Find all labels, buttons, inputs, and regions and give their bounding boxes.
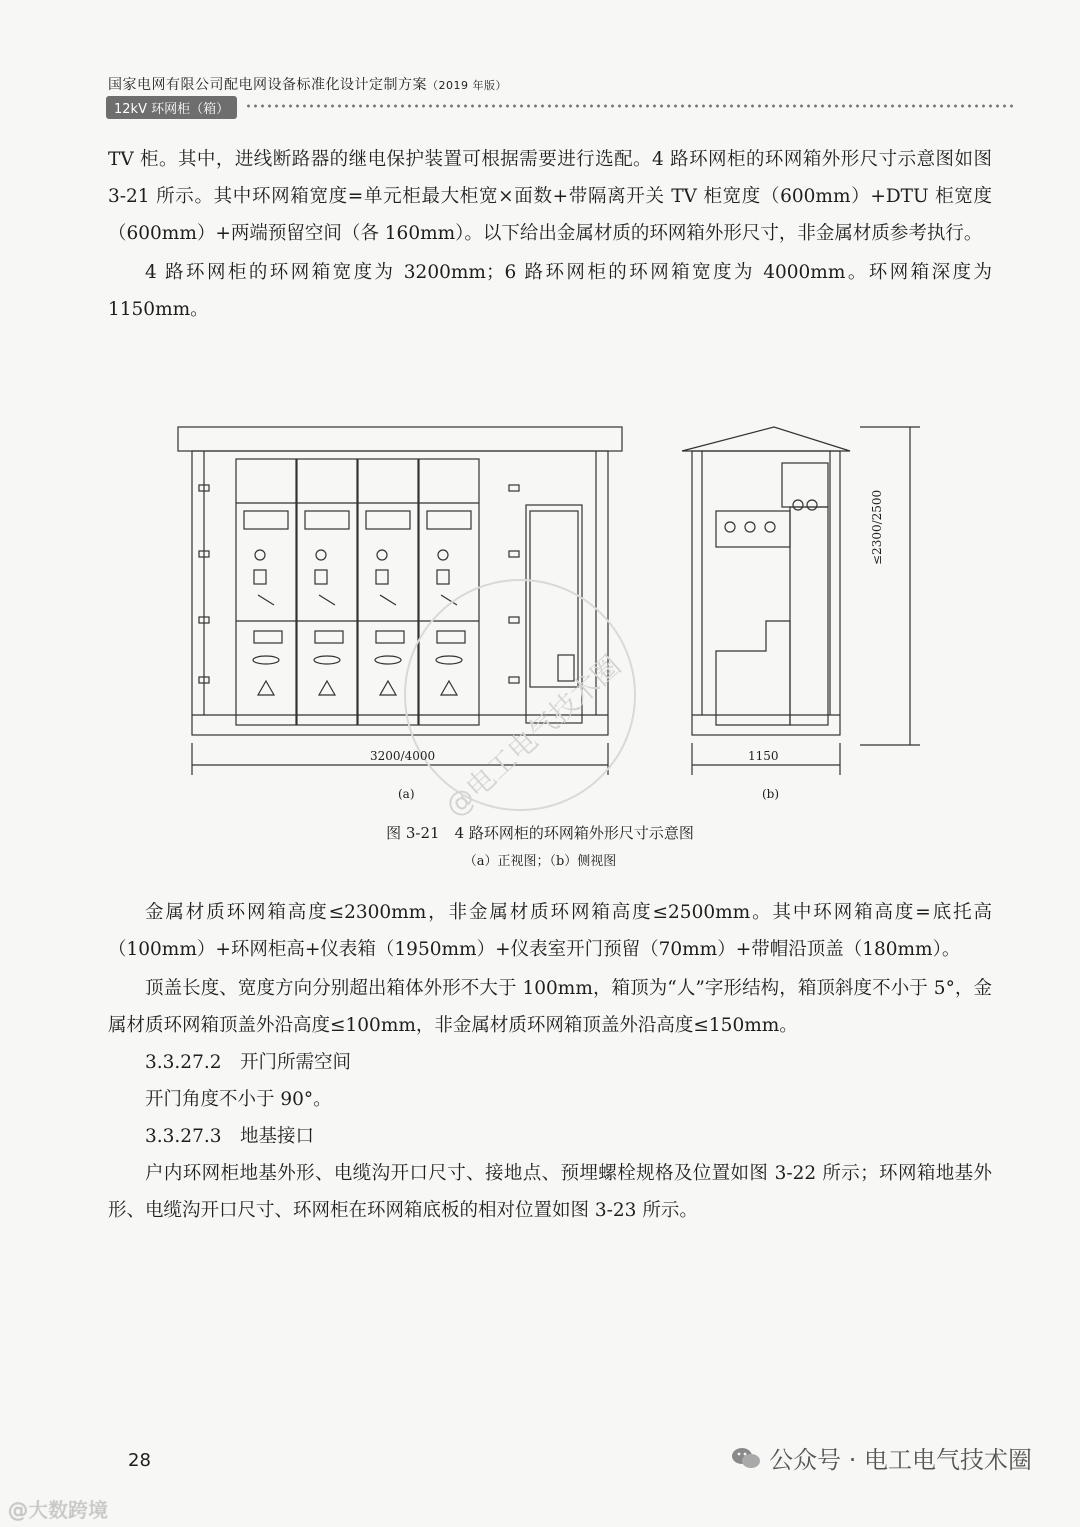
public-account-text: 公众号 · 电工电气技术圈: [769, 1446, 1032, 1474]
paragraph-4: 顶盖长度、宽度方向分别超出箱体外形不大于 100mm，箱顶为“人”字形结构，箱顶斜度不小于 5°，金属材质环网箱顶盖外沿高度≤100mm，非金属材质环网箱顶盖外沿高度≤150mm。: [108, 978, 992, 1036]
side-body: [692, 451, 840, 735]
dim-height: ≤2300/2500: [870, 489, 884, 565]
front-roof: [178, 427, 622, 451]
label-b: (b): [762, 787, 780, 801]
paragraph-2: 4 路环网柜的环网箱宽度为 3200mm；6 路环网柜的环网箱宽度为 4000mm。环网箱深度为 1150mm。: [108, 262, 992, 320]
public-account-watermark: [731, 1440, 1032, 1475]
figure-watermark-text: @电工电气技术圈: [438, 648, 628, 824]
figure-subcaption: （a）正视图；（b）侧视图: [463, 854, 617, 869]
paragraph-5: 开门角度不小于 90°。: [145, 1089, 332, 1110]
heading-3-3-27-3: 3.3.27.3 地基接口: [145, 1126, 314, 1147]
paragraph-3: 金属材质环网箱高度≤2300mm，非金属材质环网箱高度≤2500mm。其中环网箱高度=底托高（100mm）+环网柜高+仪表箱（1950mm）+仪表室开门预留（70mm）+带帽沿顶盖（180mm）。: [108, 902, 992, 960]
paragraph-6: 户内环网柜地基外形、电缆沟开口尺寸、接地点、预埋螺栓规格及位置如图 3-22 所示；环网箱地基外形、电缆沟开口尺寸、环网柜在环网箱底板的相对位置如图 3-23 所示。: [108, 1163, 992, 1221]
front-body: [192, 451, 608, 735]
page-number: 28: [128, 1450, 151, 1471]
body-text-top: [108, 141, 992, 328]
figure-drawing: [170, 415, 930, 815]
figure-caption: 图 3-21 4 路环网柜的环网箱外形尺寸示意图: [386, 824, 694, 842]
paragraph-1: TV 柜。其中，进线断路器的继电保护装置可根据需要进行选配。4 路环网柜的环网箱外形尺寸示意图如图 3-21 所示。其中环网箱宽度=单元柜最大柜宽×面数+带隔离开关 TV 柜宽度（600mm）+DTU 柜宽度（600mm）+两端预留空间（各 160mm）。以下给出金属材质的环网箱外形尺寸，非金属材质参考执行。: [108, 149, 992, 244]
figure-3-21: [170, 415, 930, 824]
cabinet-units: [236, 459, 479, 725]
body-text-bottom: [108, 894, 992, 1229]
dim-front-width: 3200/4000: [370, 749, 436, 763]
section-tag: 12kV 环网柜（箱）: [106, 96, 237, 119]
dim-side-depth: 1150: [748, 749, 779, 763]
side-roof: [682, 427, 850, 451]
header-title-text: 国家电网有限公司配电网设备标准化设计定制方案: [108, 77, 427, 93]
label-a: (a): [398, 787, 415, 801]
header-title: [108, 74, 507, 94]
wechat-icon: [731, 1446, 761, 1470]
bottom-watermark: @大数跨境: [8, 1498, 108, 1522]
heading-3-3-27-2: 3.3.27.2 开门所需空间: [145, 1052, 351, 1073]
header-dotted-rule: [245, 104, 1015, 108]
header-edition: （2019 年版）: [427, 79, 507, 92]
